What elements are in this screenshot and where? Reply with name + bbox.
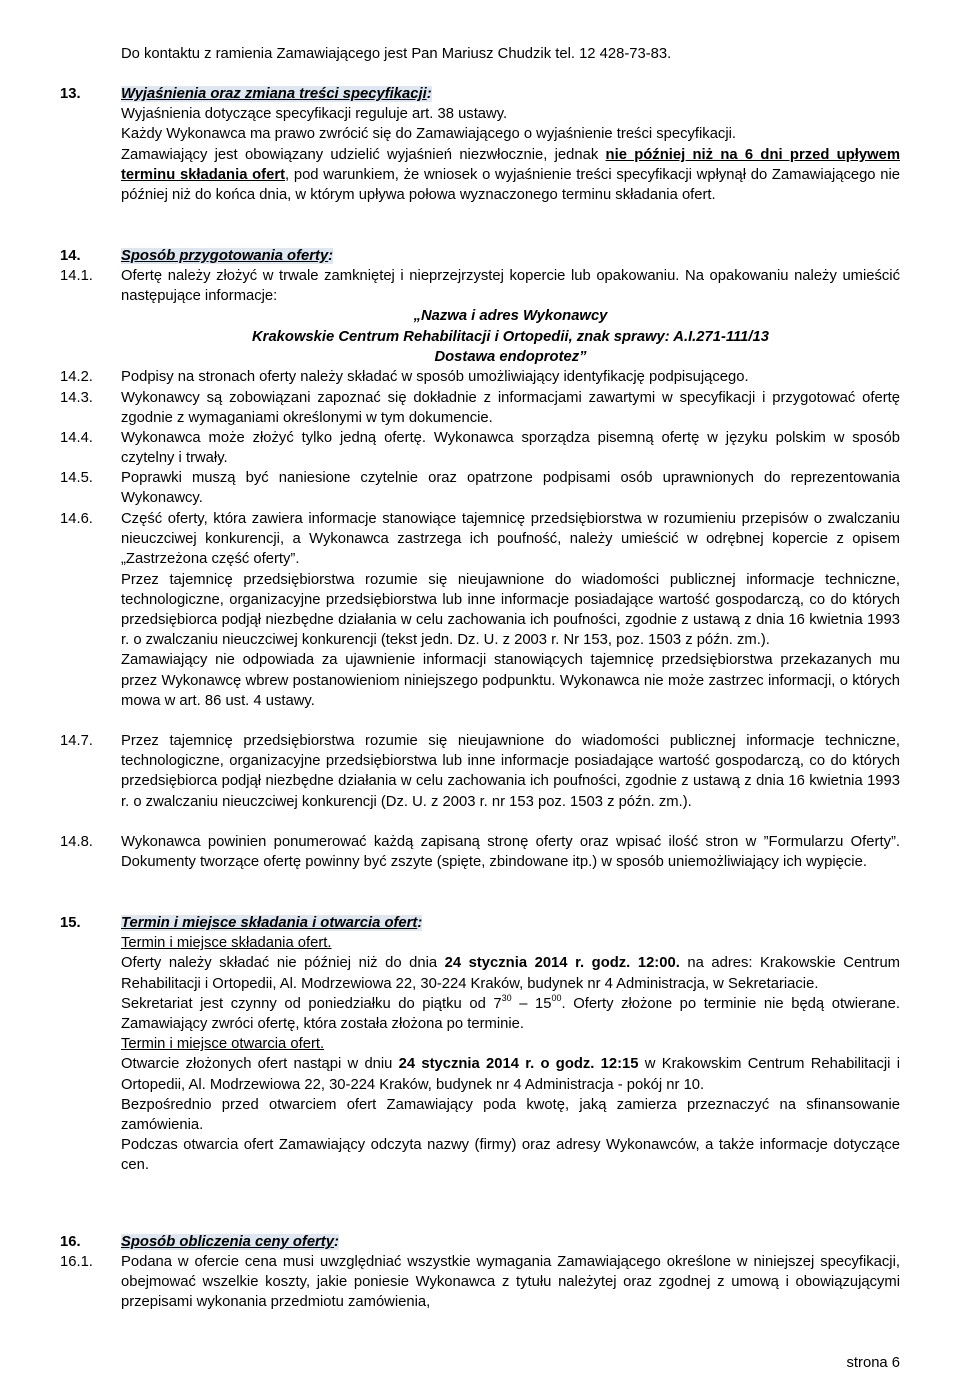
item-14-3: 14.3. Wykonawcy są zobowiązani zapoznać się dokładnie z informacjami zawartymi w specyfikacji i przygotować ofertę zgodnie z wymaganiami określonymi w tym dokumencie. bbox=[60, 388, 900, 428]
paragraph: Poprawki muszą być naniesione czytelnie oraz opatrzone podpisami osób uprawnionych do reprezentowania Wykonawcy. bbox=[121, 470, 900, 507]
opening-date: 24 stycznia 2014 r. o godz. 12:15 bbox=[398, 1056, 639, 1073]
paragraph: Otwarcie złożonych ofert nastąpi w dniu 24 stycznia 2014 r. o godz. 12:15 w Krakowskim Centrum Rehabilitacji i Ortopedii, Al. Modrzewiowa 22, 30-224 Kraków, budynek nr 4 Administracja - pokój nr 10. bbox=[121, 1056, 901, 1093]
contact-line: Do kontaktu z ramienia Zamawiającego jest Pan Mariusz Chudzik tel. 12 428-73-83. bbox=[121, 46, 672, 62]
paragraph: Podana w ofercie cena musi uwzględniać wszystkie wymagania Zamawiającego określone w niniejszej specyfikacji, obejmować wszelkie koszty, jakie poniesie Wykonawca z tytułu należytej oraz zgodnej z umową i obowiązującymi przepisami wykonania przedmiotu zamówienia, bbox=[121, 1254, 900, 1311]
label-line: Krakowskie Centrum Rehabilitacji i Ortopedii, znak sprawy: A.I.271-111/13 bbox=[252, 328, 769, 345]
section-title: Wyjaśnienia oraz zmiana treści specyfikacji bbox=[121, 86, 427, 102]
section-number: 15. bbox=[60, 915, 81, 931]
paragraph: Podczas otwarcia ofert Zamawiający odczyta nazwy (firmy) oraz adresy Wykonawców, a także informacje dotyczące cen. bbox=[121, 1137, 900, 1174]
paragraph: Zamawiający jest obowiązany udzielić wyjaśnień niezwłocznie, jednak nie później niż na 6 dni przed upływem terminu składania ofert, pod warunkiem, że wniosek o wyjaśnienie treści specyfikacji wpłynął do Zamawiającego nie później niż do końca dnia, w którym upływa połowa wyznaczonego terminu składania ofert. bbox=[121, 146, 900, 204]
subheading: Termin i miejsce otwarcia ofert. bbox=[121, 1036, 325, 1053]
section-number: 14. bbox=[60, 248, 81, 264]
paragraph: Wyjaśnienia dotyczące specyfikacji reguluje art. 38 ustawy. bbox=[121, 106, 508, 123]
section-title: Sposób przygotowania oferty bbox=[121, 248, 329, 264]
paragraph: Wykonawca powinien ponumerować każdą zapisaną stronę oferty oraz wpisać ilość stron w ”Formularzu Oferty”. Dokumenty tworzące ofertę powinny być zszyte (spięte, zbindowane itp.) w sposób uniemożliwiający ich wypięcie. bbox=[121, 834, 900, 871]
section-body: Wyjaśnienia oraz zmiana treści specyfikacji: Wyjaśnienia dotyczące specyfikacji reguluje art. 38 ustawy. Każdy Wykonawca ma prawo zwrócić się do Zamawiającego o wyjaśnienie treści specyfikacji. Zamawiający jest obowiązany udzielić wyjaśnień niezwłocznie, jednak nie później niż na 6 dni przed upływem terminu składania ofert, pod warunkiem, że wniosek o wyjaśnienie treści specyfikacji wpłynął do Zamawiającego nie później niż do końca dnia, w którym upływa połowa wyznaczonego terminu składania ofert. bbox=[121, 84, 900, 205]
label-line: Dostawa endoprotez” bbox=[434, 348, 587, 365]
item-14-1: 14.1. Ofertę należy złożyć w trwale zamkniętej i nieprzejrzystej kopercie lub opakowaniu. Na opakowaniu należy umieścić następujące informacje: „Nazwa i adres Wykonawcy Krakowskie Centrum Rehabilitacji i Ortopedii, znak sprawy: A.I.271-111/13 Dostawa endoprotez” bbox=[60, 266, 900, 367]
section-title: Termin i miejsce składania i otwarcia ofert bbox=[121, 915, 418, 931]
page-number: strona 6 bbox=[846, 1355, 900, 1371]
item-14-5: 14.5. Poprawki muszą być naniesione czytelnie oraz opatrzone podpisami osób uprawnionych do reprezentowania Wykonawcy. bbox=[60, 468, 900, 508]
label-line: „Nazwa i adres Wykonawcy bbox=[413, 308, 608, 325]
section-number: 13. bbox=[60, 86, 81, 102]
paragraph: Wykonawcy są zobowiązani zapoznać się dokładnie z informacjami zawartymi w specyfikacji i przygotować ofertę zgodnie z wymaganiami określonymi w tym dokumencie. bbox=[121, 390, 900, 427]
deadline-date: 24 stycznia 2014 r. godz. 12:00. bbox=[444, 955, 680, 972]
item-14-8: 14.8. Wykonawca powinien ponumerować każdą zapisaną stronę oferty oraz wpisać ilość stron w ”Formularzu Oferty”. Dokumenty tworzące ofertę powinny być zszyte (spięte, zbindowane itp.) w sposób uniemożliwiający ich wypięcie. bbox=[60, 832, 900, 872]
paragraph: Oferty należy składać nie później niż do dnia 24 stycznia 2014 r. godz. 12:00. na adres: Krakowskie Centrum Rehabilitacji i Ortopedii, Al. Modrzewiowa 22, 30-224 Kraków, budynek nr 4 Administracja, w Sekretariacie. bbox=[121, 955, 900, 992]
paragraph: Część oferty, która zawiera informacje stanowiące tajemnicę przedsiębiorstwa w rozumieniu przepisów o zwalczaniu nieuczciwej konkurencji, a Wykonawca zastrzega ich poufność, należy umieścić w odrębnej kopercie z opisem „Zastrzeżona część oferty”. bbox=[121, 511, 900, 568]
paragraph: Sekretariat jest czynny od poniedziałku do piątku od $7^{30} - 15^{00}$. Oferty złożone po terminie nie będą otwierane. Zamawiający zwróci ofertę, która została złożona po terminie. bbox=[121, 992, 900, 1033]
paragraph: Każdy Wykonawca ma prawo zwrócić się do Zamawiającego o wyjaśnienie treści specyfikacji. bbox=[121, 126, 737, 143]
item-14-2: 14.2. Podpisy na stronach oferty należy składać w sposób umożliwiający identyfikację podpisującego. bbox=[60, 367, 900, 387]
section-14-heading: 14. Sposób przygotowania oferty: bbox=[60, 246, 900, 266]
subheading: Termin i miejsce składania ofert. bbox=[121, 935, 332, 952]
item-16-1: 16.1. Podana w ofercie cena musi uwzględniać wszystkie wymagania Zamawiającego określone w niniejszej specyfikacji, obejmować wszelkie koszty, jakie poniesie Wykonawca z tytułu należytej oraz zgodnej z umową i obowiązującymi przepisami wykonania przedmiotu zamówienia, bbox=[60, 1252, 900, 1313]
section-16-heading: 16. Sposób obliczenia ceny oferty: bbox=[60, 1232, 900, 1252]
paragraph: Przez tajemnicę przedsiębiorstwa rozumie się nieujawnione do wiadomości publicznej informacje techniczne, technologiczne, organizacyjne przedsiębiorstwa lub inne informacje posiadające wartość gospodarczą, co do których przedsiębiorca podjął niezbędne działania w celu zachowania ich poufności, zgodnie z ustawą z dnia 16 kwietnia 1993 r. o zwalczaniu nieuczciwej konkurencji (Dz. U. z 2003 r. nr 153 poz. 1503 z późn. zm.). bbox=[121, 733, 900, 810]
paragraph: Zamawiający nie odpowiada za ujawnienie informacji stanowiących tajemnicę przedsiębiorstwa przekazanych mu przez Wykonawcę wbrew postanowieniom niniejszego podpunktu. Wykonawca nie może zastrzec informacji, o których mowa w art. 86 ust. 4 ustawy. bbox=[121, 652, 900, 709]
paragraph: Bezpośrednio przed otwarciem ofert Zamawiający poda kwotę, jaką zamierza przeznaczyć na sfinansowanie zamówienia. bbox=[121, 1096, 900, 1134]
section-13 bbox=[60, 84, 900, 205]
deadline-emphasis: nie później niż na 6 dni przed upływem terminu składania ofert bbox=[121, 146, 900, 183]
item-14-6: 14.6. Część oferty, która zawiera informacje stanowiące tajemnicę przedsiębiorstwa w rozumieniu przepisów o zwalczaniu nieuczciwej konkurencji, a Wykonawca zastrzega ich poufność, należy umieścić w odrębnej kopercie z opisem „Zastrzeżona część oferty”. Przez tajemnicę przedsiębiorstwa rozumie się nieujawnione do wiadomości publicznej informacje techniczne, technologiczne, organizacyjne przedsiębiorstwa lub inne informacje posiadające wartość gospodarczą, co do których przedsiębiorca podjął niezbędne działania w celu zachowania ich poufności, zgodnie z ustawą z dnia 16 kwietnia 1993 r. o zwalczaniu nieuczciwej konkurencji (tekst jedn. Dz. U. z 2003 r. Nr 153, poz. 1503 z późn. zm.). Zamawiający nie odpowiada za ujawnienie informacji stanowiących tajemnicę przedsiębiorstwa przekazanych mu przez Wykonawcę wbrew postanowieniom niniejszego podpunktu. Wykonawca nie może zastrzec informacji, o których mowa w art. 86 ust. 4 ustawy. bbox=[60, 509, 900, 711]
section-number: 16. bbox=[60, 1234, 81, 1250]
section-15: 15. Termin i miejsce składania i otwarcia ofert: Termin i miejsce składania ofert. Oferty należy składać nie później niż do dnia 24 stycznia 2014 r. godz. 12:00. na adres: Krakowskie Centrum Rehabilitacji i Ortopedii, Al. Modrzewiowa 22, 30-224 Kraków, budynek nr 4 Administracja, w Sekretariacie. Sekretariat jest czynny od poniedziałku do piątku od $7^{30} - 15^{00}$. Oferty złożone po terminie nie będą otwierane. Zamawiający zwróci ofertę, która została złożona po terminie. Termin i miejsce otwarcia ofert. Otwarcie złożonych ofert nastąpi w dniu 24 stycznia 2014 r. o godz. 12:15 w Krakowskim Centrum Rehabilitacji i Ortopedii, Al. Modrzewiowa 22, 30-224 Kraków, budynek nr 4 Administracja - pokój nr 10. Bezpośrednio przed otwarciem ofert Zamawiający poda kwotę, jaką zamierza przeznaczyć na sfinansowanie zamówienia. Podczas otwarcia ofert Zamawiający odczyta nazwy (firmy) oraz adresy Wykonawców, a także informacje dotyczące cen. bbox=[60, 913, 900, 1176]
paragraph: Wykonawca może złożyć tylko jedną ofertę. Wykonawca sporządza pisemną ofertę w języku polskim w sposób czytelny i trwały. bbox=[121, 430, 900, 467]
paragraph: Podpisy na stronach oferty należy składać w sposób umożliwiający identyfikację podpisującego. bbox=[121, 369, 749, 385]
item-14-7: 14.7. Przez tajemnicę przedsiębiorstwa rozumie się nieujawnione do wiadomości publicznej informacje techniczne, technologiczne, organizacyjne przedsiębiorstwa lub inne informacje posiadające wartość gospodarczą, co do których przedsiębiorca podjął niezbędne działania w celu zachowania ich poufności, zgodnie z ustawą z dnia 16 kwietnia 1993 r. o zwalczaniu nieuczciwej konkurencji (Dz. U. z 2003 r. nr 153 poz. 1503 z późn. zm.). bbox=[60, 731, 900, 812]
item-14-4: 14.4. Wykonawca może złożyć tylko jedną ofertę. Wykonawca sporządza pisemną ofertę w języku polskim w sposób czytelny i trwały. bbox=[60, 428, 900, 468]
section-title: Sposób obliczenia ceny oferty bbox=[121, 1234, 334, 1250]
paragraph: Przez tajemnicę przedsiębiorstwa rozumie się nieujawnione do wiadomości publicznej informacje techniczne, technologiczne, organizacyjne przedsiębiorstwa lub inne informacje posiadające wartość gospodarczą, co do których przedsiębiorca podjął niezbędne działania w celu zachowania ich poufności, zgodnie z ustawą z dnia 16 kwietnia 1993 r. o zwalczaniu nieuczciwej konkurencji (tekst jedn. Dz. U. z 2003 r. Nr 153, poz. 1503 z późn. zm.). bbox=[121, 571, 900, 649]
paragraph: Ofertę należy złożyć w trwale zamkniętej i nieprzejrzystej kopercie lub opakowaniu. Na opakowaniu należy umieścić następujące informacje: bbox=[121, 268, 900, 305]
